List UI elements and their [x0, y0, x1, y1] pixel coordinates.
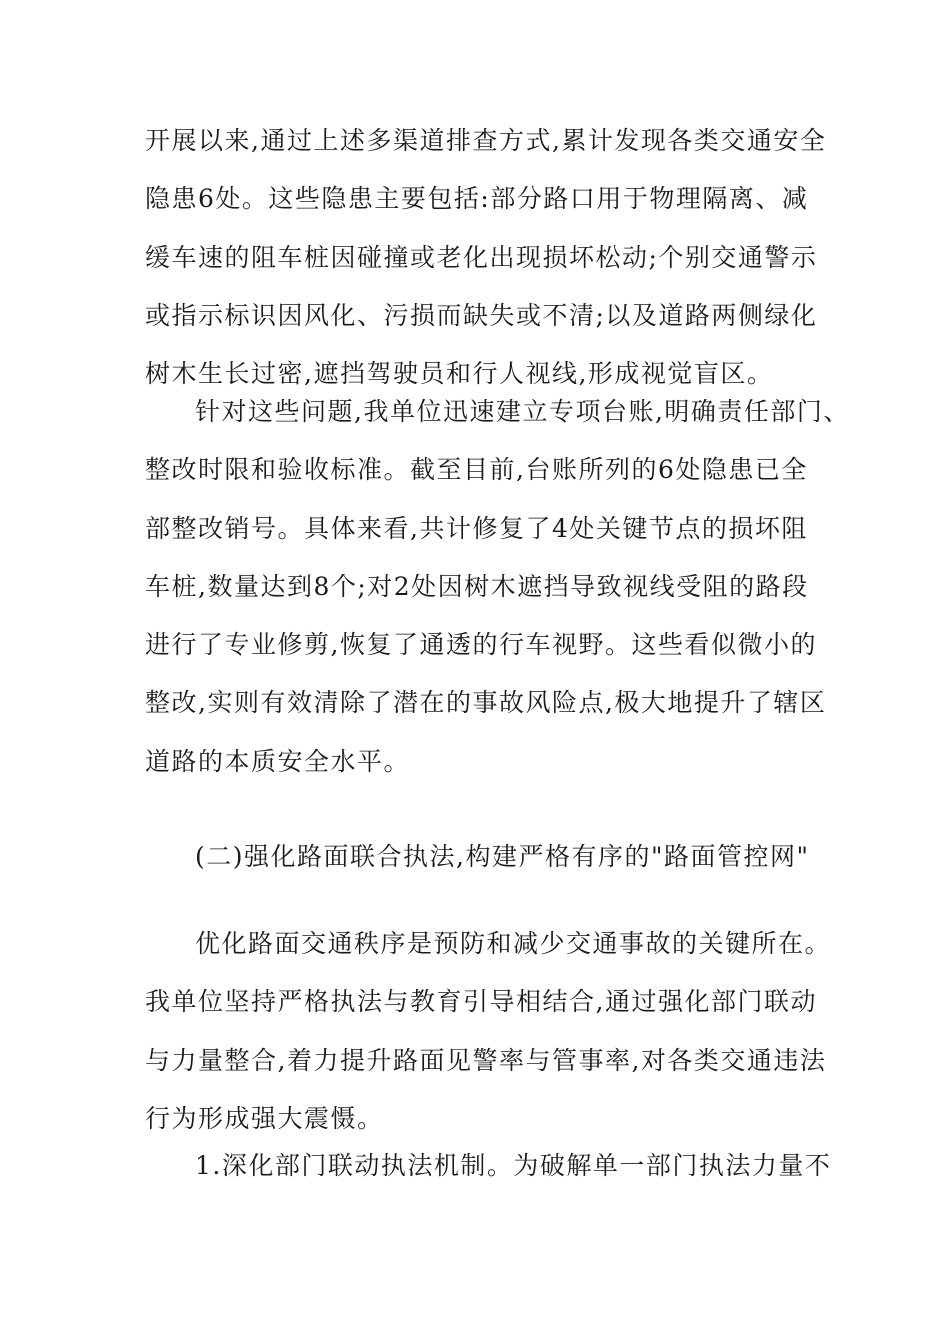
- paragraph-rectification: [145, 383, 850, 791]
- text-line: 1.深化部门联动执法机制。为破解单一部门执法力量不: [195, 1151, 832, 1180]
- text-line: 隐患6处。这些隐患主要包括:部分路口用于物理隔离、减: [145, 184, 809, 214]
- text-line: 行为形成强大震慑。: [145, 1103, 384, 1133]
- text-line: 整改时限和验收标准。截至目前,台账所列的6处隐患已全: [145, 455, 808, 485]
- text-line: 我单位坚持严格执法与教育引导相结合,通过强化部门联动: [145, 987, 817, 1017]
- text-line: 优化路面交通秩序是预防和减少交通事故的关键所在。: [195, 929, 832, 958]
- text-line: (二)强化路面联合执法,构建严格有序的"路面管控网": [195, 842, 810, 871]
- text-line: 进行了专业修剪,恢复了通透的行车视野。这些看似微小的: [145, 630, 817, 660]
- text-line: 缓车速的阻车桩因碰撞或老化出现损坏松动;个别交通警示: [145, 242, 818, 272]
- text-line: 树木生长过密,遮挡驾驶员和行人视线,形成视觉盲区。: [145, 359, 774, 389]
- text-line: 与力量整合,着力提升路面见警率与管事率,对各类交通违法: [145, 1045, 827, 1075]
- text-line: 车桩,数量达到8个;对2处因树木遮挡导致视线受阻的路段: [145, 571, 809, 601]
- text-line: 部整改销号。具体来看,共计修复了4处关键节点的损坏阻: [145, 513, 808, 543]
- paragraph-joint-enforcement: [145, 1137, 832, 1195]
- paragraph-hazard-findings: [145, 112, 825, 403]
- text-line: 开展以来,通过上述多渠道排查方式,累计发现各类交通安全: [145, 126, 827, 155]
- paragraph-enforcement: [145, 915, 832, 1148]
- text-line: 整改,实则有效清除了潜在的事故风险点,极大地提升了辖区: [145, 688, 827, 718]
- text-line: 针对这些问题,我单位迅速建立专项台账,明确责任部门、: [195, 397, 850, 426]
- text-line: 道路的本质安全水平。: [145, 746, 411, 776]
- section-heading: [145, 828, 825, 886]
- text-line: 或指示标识因风化、污损而缺失或不清;以及道路两侧绿化: [145, 300, 818, 330]
